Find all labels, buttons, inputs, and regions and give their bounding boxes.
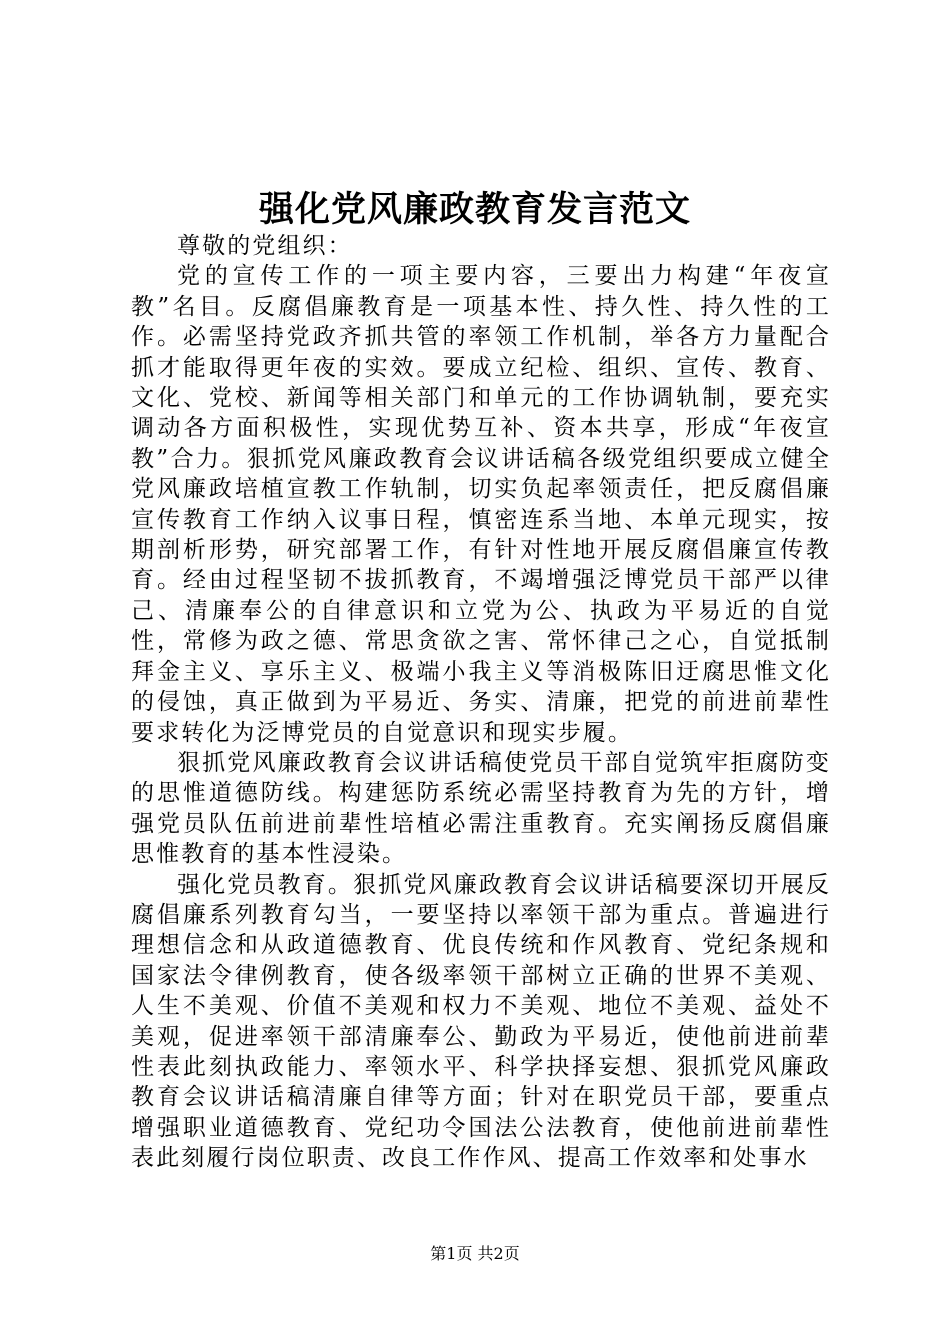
page-footer: 第1页 共2页 [430, 1244, 520, 1263]
paragraph-3: 强化党员教育。狠抓党风廉政教育会议讲话稿要深切开展反腐倡廉系列教育勾当，一要坚持以率领干部为重点。普遍进行理想信念和从政道德教育、优良传统和作风教育、党纪条规和国家法令律例教育，使各级率领干部树立正确的世界不美观、人生不美观、价值不美观和权力不美观、地位不美观、益处不美观，促进率领干部清廉奉公、勤政为平易近，使他前进前辈性表此刻执政能力、率领水平、科学抉择妄想、狠抓党风廉政教育会议讲话稿清廉自律等方面；针对在职党员干部，要重点增强职业道德教育、党纪功令国法公法教育，使他前进前辈性表此刻履行岗位职责、改良工作作风、提高工作效率和处事水 [131, 871, 831, 1172]
document-body [131, 231, 831, 1174]
salutation: 尊敬的党组织： [177, 233, 353, 259]
paragraph-1: 党的宣传工作的一项主要内容，三要出力构建“年夜宣教”名目。反腐倡廉教育是一项基本性、持久性、持久性的工作。必需坚持党政齐抓共管的率领工作机制，举各方力量配合抓才能取得更年夜的实效。要成立纪检、组织、宣传、教育、文化、党校、新闻等相关部门和单元的工作协调轨制，要充实调动各方面积极性，实现优势互补、资本共享，形成“年夜宣教”合力。狠抓党风廉政教育会议讲话稿各级党组织要成立健全党风廉政培植宣教工作轨制，切实负起率领责任，把反腐倡廉宣传教育工作纳入议事日程，慎密连系当地、本单元现实，按期剖析形势，研究部署工作，有针对性地开展反腐倡廉宣传教育。经由过程坚韧不拔抓教育，不竭增强泛博党员干部严以律己、清廉奉公的自律意识和立党为公、执政为平易近的自觉性，常修为政之德、常思贪欲之害、常怀律己之心，自觉抵制拜金主义、享乐主义、极端小我主义等消极陈旧迂腐思惟文化的侵蚀，真正做到为平易近、务实、清廉，把党的前进前辈性要求转化为泛博党员的自觉意识和现实步履。 [131, 263, 831, 746]
document-title: 强化党风廉政教育发言范文 [258, 189, 691, 230]
paragraph-2: 狠抓党风廉政教育会议讲话稿使党员干部自觉筑牢拒腐防变的思惟道德防线。构建惩防系统必需坚持教育为先的方针，增强党员队伍前进前辈性培植必需注重教育。充实阐扬反腐倡廉思惟教育的基本性浸染。 [131, 749, 831, 868]
